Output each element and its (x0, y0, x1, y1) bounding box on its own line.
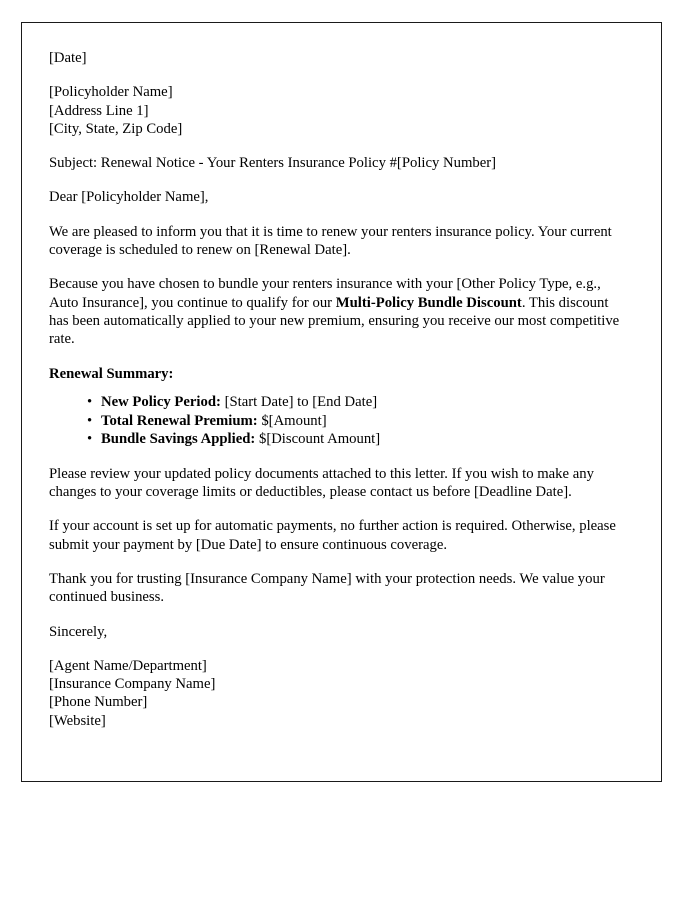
recipient-name-line: [Policyholder Name] (49, 84, 173, 101)
summary-item-value: $[Discount Amount] (258, 431, 381, 448)
list-item (101, 412, 625, 430)
list-item (101, 393, 625, 411)
salutation-line: Dear [Policyholder Name], (49, 189, 209, 206)
recipient-address-line-1: [Address Line 1] (49, 102, 149, 119)
bundle-text-before: Because you have chosen to bundle your renters insurance with your [Other Policy Type, e.g., Auto Insurance], you continue to qualify for our (49, 276, 601, 311)
subject-block (49, 154, 625, 172)
paragraph-bundle-discount (49, 275, 625, 348)
signature-block (49, 657, 625, 730)
summary-item-label: Total Renewal Premium: (101, 412, 258, 429)
bundle-discount-term: Multi-Policy Bundle Discount (335, 294, 522, 311)
bundle-text-after: . This discount has been automatically applied to your new premium, ensuring you receive our most competitive rate. (49, 294, 620, 348)
list-item (101, 430, 625, 448)
renewal-summary-list (49, 393, 625, 449)
paragraph-review-documents: Please review your updated policy documents attached to this letter. If you wish to make any changes to your coverage limits or deductibles, please contact us before [Deadline Date]. (49, 465, 594, 501)
signature-agent-line: [Agent Name/Department] (49, 657, 207, 674)
subject-line: Subject: Renewal Notice - Your Renters Insurance Policy #[Policy Number] (49, 155, 497, 172)
paragraph-renewal-intro: We are pleased to inform you that it is time to renew your renters insurance policy. Your current coverage is scheduled to renew on [Renewal Date]. (49, 223, 612, 259)
summary-item-value: [Start Date] to [End Date] (224, 393, 378, 410)
signature-website-line: [Website] (49, 712, 106, 729)
renewal-summary-heading: Renewal Summary: (49, 365, 174, 382)
closing-block (49, 623, 625, 641)
closing-line: Sincerely, (49, 623, 108, 640)
salutation-block (49, 188, 625, 206)
letter-page (21, 22, 662, 782)
paragraph-thank-you: Thank you for trusting [Insurance Company Name] with your protection needs. We value your continued business. (49, 570, 605, 606)
letter-content (22, 23, 661, 730)
recipient-address-block (49, 83, 625, 138)
date-block (49, 49, 625, 67)
summary-item-value: $[Amount] (261, 412, 327, 429)
date-line: [Date] (49, 50, 87, 66)
signature-company-line: [Insurance Company Name] (49, 676, 216, 693)
summary-item-label: Bundle Savings Applied: (101, 431, 256, 448)
paragraph-payment-instructions: If your account is set up for automatic payments, no further action is required. Otherwise, please submit your payment by [Due Date] to ensure continuous coverage. (49, 518, 616, 553)
recipient-city-state-zip-line: [City, State, Zip Code] (49, 120, 183, 137)
signature-phone-line: [Phone Number] (49, 694, 148, 711)
summary-item-label: New Policy Period: (101, 393, 221, 410)
